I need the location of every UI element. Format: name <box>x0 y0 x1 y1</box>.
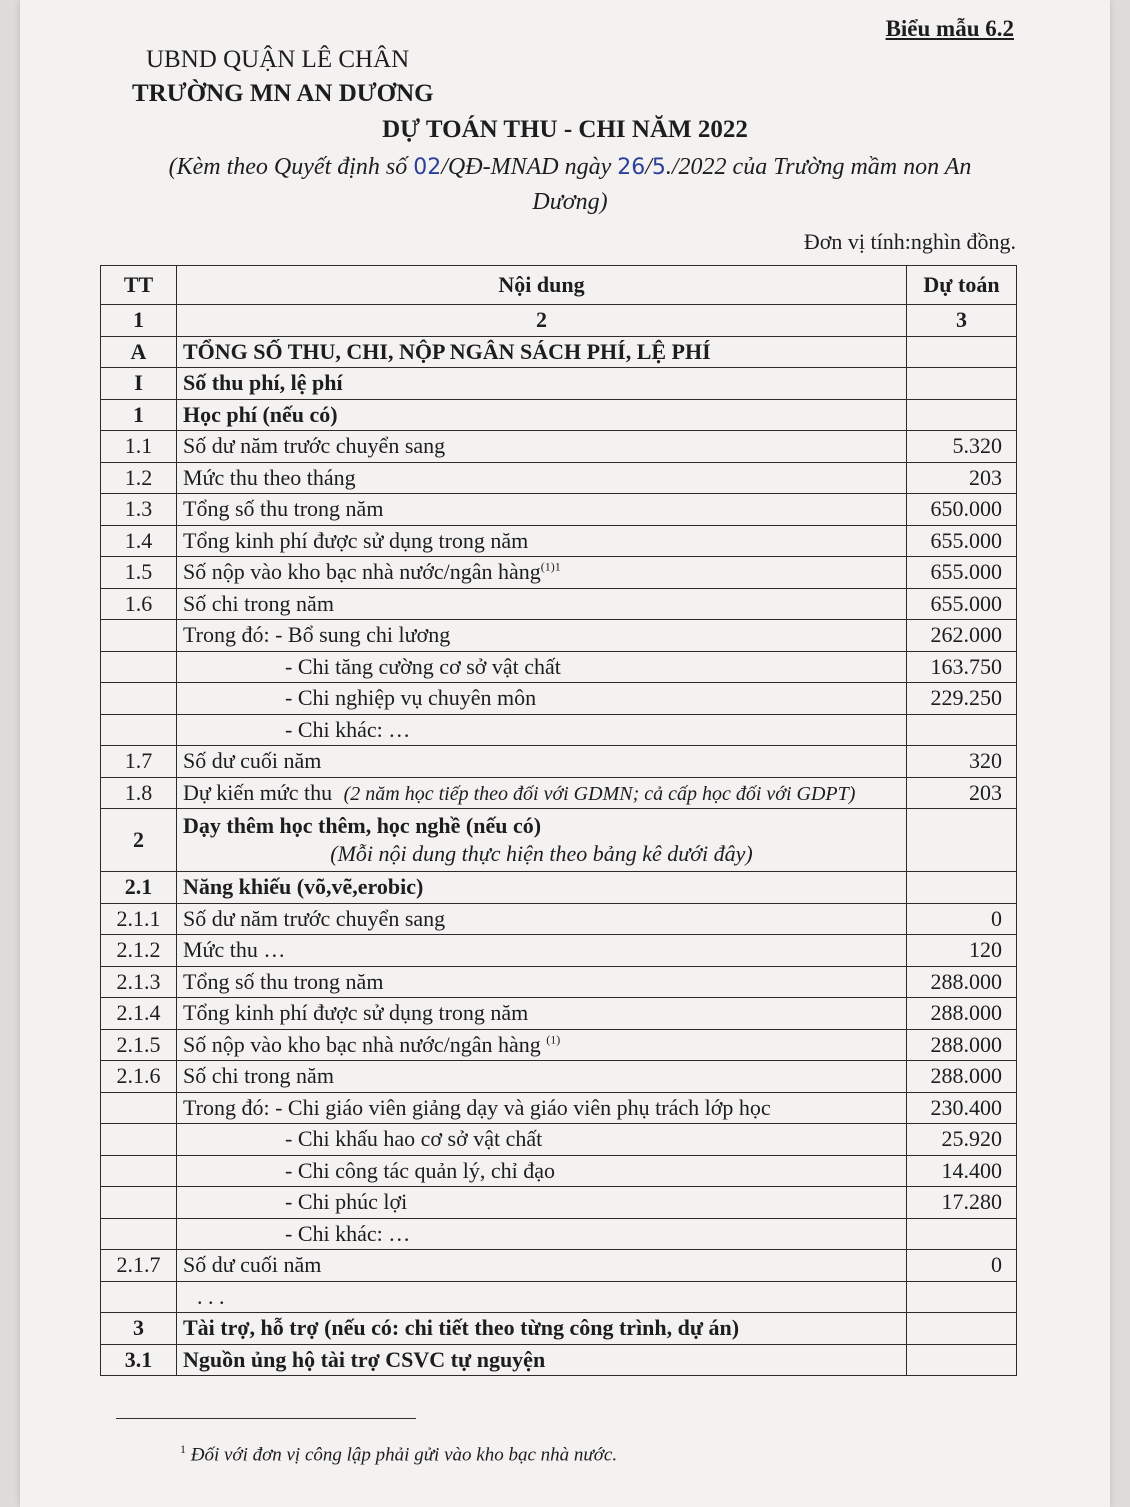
row-amount: 655.000 <box>907 525 1017 557</box>
row-tt: 2.1.2 <box>101 935 177 967</box>
table-row <box>101 1281 1017 1313</box>
document-subtitle <box>130 150 1010 219</box>
form-label: Biểu mẫu 6.2 <box>885 16 1014 41</box>
row-tt: I <box>101 368 177 400</box>
table-row <box>101 903 1017 935</box>
row-tt <box>101 620 177 652</box>
row-content <box>177 809 907 872</box>
table-row <box>101 1218 1017 1250</box>
row-tt: 1.5 <box>101 557 177 589</box>
row-amount: 655.000 <box>907 588 1017 620</box>
row-tt: 2.1 <box>101 872 177 904</box>
row-content <box>177 525 907 557</box>
row-tt <box>101 1218 177 1250</box>
row-amount: 655.000 <box>907 557 1017 589</box>
row-content-text: Năng khiếu (võ,vẽ,erobic) <box>183 874 424 900</box>
row-tt: 2.1.1 <box>101 903 177 935</box>
row-tt <box>101 683 177 715</box>
row-content-text: Dự kiến mức thu <box>183 779 333 805</box>
table-number-row <box>101 305 1017 337</box>
row-content <box>177 746 907 778</box>
row-tt: 1.7 <box>101 746 177 778</box>
colnum-3: 3 <box>907 305 1017 337</box>
row-amount: 288.000 <box>907 966 1017 998</box>
row-tt <box>101 1187 177 1219</box>
row-amount: 17.280 <box>907 1187 1017 1219</box>
row-tt: 1.3 <box>101 494 177 526</box>
table-row <box>101 1313 1017 1345</box>
row-content-text: Số chi trong năm <box>183 1063 334 1089</box>
subtitle-prefix: (Kèm theo Quyết định số <box>168 154 414 180</box>
row-tt <box>101 1281 177 1313</box>
table-row <box>101 1092 1017 1124</box>
row-tt: 3 <box>101 1313 177 1345</box>
row-content <box>177 935 907 967</box>
table-row <box>101 368 1017 400</box>
row-content <box>177 903 907 935</box>
row-content <box>177 1124 907 1156</box>
row-amount: 288.000 <box>907 1029 1017 1061</box>
table-row <box>101 494 1017 526</box>
row-content <box>177 1029 907 1061</box>
table-row <box>101 336 1017 368</box>
row-amount: 203 <box>907 462 1017 494</box>
row-content-text: Số nộp vào kho bạc nhà nước/ngân hàng <box>183 1031 547 1057</box>
row-content-text: Số dư năm trước chuyển sang <box>183 905 446 931</box>
table-row <box>101 746 1017 778</box>
row-content <box>177 494 907 526</box>
footnote-text: Đối với đơn vị công lập phải gửi vào kho bạc nhà nước. <box>190 1444 618 1466</box>
row-content <box>177 777 907 809</box>
row-tt: 1.6 <box>101 588 177 620</box>
row-content <box>177 1313 907 1345</box>
row-amount <box>907 809 1017 872</box>
row-amount <box>907 399 1017 431</box>
row-content <box>177 1281 907 1313</box>
row-content <box>177 1061 907 1093</box>
row-tt: 1.8 <box>101 777 177 809</box>
row-content-text: Số dư năm trước chuyển sang <box>183 433 446 459</box>
row-tt <box>101 651 177 683</box>
footnote-ref: (1)1 <box>540 559 561 574</box>
table-row <box>101 651 1017 683</box>
table-row <box>101 998 1017 1030</box>
row-content-text: . . . <box>197 1283 225 1309</box>
row-content <box>177 462 907 494</box>
row-tt: 2.1.4 <box>101 998 177 1030</box>
decision-day: 26 <box>617 155 646 180</box>
row-amount: 0 <box>907 1250 1017 1282</box>
table-row <box>101 1344 1017 1376</box>
row-content-text: Số thu phí, lệ phí <box>183 370 343 396</box>
row-amount: 320 <box>907 746 1017 778</box>
decision-number: 02 <box>413 155 442 180</box>
table-row <box>101 1029 1017 1061</box>
row-tt: 2 <box>101 809 177 872</box>
row-tt: 2.1.3 <box>101 966 177 998</box>
row-amount <box>907 336 1017 368</box>
school-name: TRƯỜNG MN AN DƯƠNG <box>132 80 434 107</box>
row-content <box>177 588 907 620</box>
decision-month: 5 <box>651 155 666 180</box>
row-amount: 229.250 <box>907 683 1017 715</box>
row-content-text: - Chi khác: … <box>285 716 411 742</box>
row-content-text: Số dư cuối năm <box>183 1252 322 1278</box>
row-amount: 230.400 <box>907 1092 1017 1124</box>
row-content <box>177 1092 907 1124</box>
row-amount: 288.000 <box>907 998 1017 1030</box>
row-tt: 2.1.7 <box>101 1250 177 1282</box>
budget-table <box>100 265 1017 1376</box>
row-content <box>177 872 907 904</box>
row-tt: 1.1 <box>101 431 177 463</box>
table-header-row <box>101 266 1017 305</box>
table-row <box>101 683 1017 715</box>
row-content <box>177 557 907 589</box>
row-tt: 1.4 <box>101 525 177 557</box>
row-content-text: Học phí (nếu có) <box>183 401 338 427</box>
row-content-text: Mức thu … <box>183 937 286 963</box>
footnote-divider <box>116 1418 416 1419</box>
footnote-ref: (1) <box>546 1032 561 1047</box>
table-row <box>101 620 1017 652</box>
row-content-text: - Chi khấu hao cơ sở vật chất <box>285 1126 543 1152</box>
colnum-1: 1 <box>101 305 177 337</box>
row-content-text: Trong đó: - Chi giáo viên giảng dạy và giáo viên phụ trách lớp học <box>183 1094 771 1120</box>
table-row <box>101 557 1017 589</box>
row-content-text: - Chi khác: … <box>285 1220 411 1246</box>
row-amount: 120 <box>907 935 1017 967</box>
row-content-text: Số dư cuối năm <box>183 748 322 774</box>
row-content-text: - Chi công tác quản lý, chỉ đạo <box>285 1157 556 1183</box>
row-tt <box>101 714 177 746</box>
table-row <box>101 1155 1017 1187</box>
row-content-text: Tổng kinh phí được sử dụng trong năm <box>183 527 529 553</box>
row-tt: 2.1.5 <box>101 1029 177 1061</box>
table-row <box>101 399 1017 431</box>
row-content <box>177 399 907 431</box>
row-content-text: Số nộp vào kho bạc nhà nước/ngân hàng <box>183 559 541 585</box>
table-row <box>101 431 1017 463</box>
row-amount <box>907 368 1017 400</box>
row-content-text: Nguồn ủng hộ tài trợ CSVC tự nguyện <box>183 1346 546 1372</box>
row-tt <box>101 1092 177 1124</box>
table-row <box>101 462 1017 494</box>
table-row <box>101 1250 1017 1282</box>
table-row <box>101 809 1017 872</box>
row-content-text: TỔNG SỐ THU, CHI, NỘP NGÂN SÁCH PHÍ, LỆ PHÍ <box>183 338 711 364</box>
colnum-2: 2 <box>177 305 907 337</box>
row-amount: 25.920 <box>907 1124 1017 1156</box>
date-separator: / <box>645 154 652 180</box>
row-amount <box>907 1281 1017 1313</box>
table-row <box>101 525 1017 557</box>
header-content: Nội dung <box>177 266 907 305</box>
row-amount <box>907 1218 1017 1250</box>
footnote-marker: 1 <box>180 1442 186 1456</box>
document-page <box>20 0 1110 1507</box>
unit-label: Đơn vị tính:nghìn đồng. <box>803 229 1016 254</box>
row-content <box>177 714 907 746</box>
row-amount: 14.400 <box>907 1155 1017 1187</box>
row-amount: 163.750 <box>907 651 1017 683</box>
row-content <box>177 1187 907 1219</box>
row-tt: 2.1.6 <box>101 1061 177 1093</box>
row-content-text: - Chi nghiệp vụ chuyên môn <box>285 685 537 711</box>
row-content-text: Tổng số thu trong năm <box>183 968 384 994</box>
row-content <box>177 651 907 683</box>
table-row <box>101 935 1017 967</box>
row-content <box>177 620 907 652</box>
row-content <box>177 1218 907 1250</box>
table-row <box>101 872 1017 904</box>
row-amount <box>907 1313 1017 1345</box>
table-row <box>101 1124 1017 1156</box>
row-content <box>177 966 907 998</box>
row-amount: 0 <box>907 903 1017 935</box>
document-title: DỰ TOÁN THU - CHI NĂM 2022 <box>382 116 748 143</box>
row-content-text: Mức thu theo tháng <box>183 464 356 490</box>
table-row <box>101 966 1017 998</box>
row-amount: 262.000 <box>907 620 1017 652</box>
row-note: (2 năm học tiếp theo đối với GDMN; cả cấp học đối với GDPT) <box>343 782 856 805</box>
row-content <box>177 431 907 463</box>
row-amount <box>907 714 1017 746</box>
row-amount <box>907 1344 1017 1376</box>
row-content <box>177 1344 907 1376</box>
row-content-text: Tài trợ, hỗ trợ (nếu có: chi tiết theo từng công trình, dự án) <box>183 1315 740 1341</box>
row-amount: 650.000 <box>907 494 1017 526</box>
row-content-text: Tổng số thu trong năm <box>183 496 384 522</box>
row-tt <box>101 1124 177 1156</box>
subtitle-suffix: ./2022 của Trường mầm non An Dương) <box>532 154 972 215</box>
row-tt: 1.2 <box>101 462 177 494</box>
row-note: (Mỗi nội dung thực hiện theo bảng kê dưới đây) <box>330 841 753 866</box>
header-amount: Dự toán <box>907 266 1017 305</box>
footnote <box>180 1442 617 1466</box>
table-row <box>101 1187 1017 1219</box>
row-content <box>177 368 907 400</box>
row-content <box>177 683 907 715</box>
row-amount: 203 <box>907 777 1017 809</box>
row-content <box>177 1155 907 1187</box>
row-amount <box>907 872 1017 904</box>
header-tt: TT <box>101 266 177 305</box>
row-content-text: - Chi phúc lợi <box>285 1189 408 1215</box>
row-amount: 5.320 <box>907 431 1017 463</box>
table-row <box>101 714 1017 746</box>
table-row <box>101 1061 1017 1093</box>
row-content-text: Tổng kinh phí được sử dụng trong năm <box>183 1000 529 1026</box>
row-content <box>177 336 907 368</box>
subtitle-middle: /QĐ-MNAD ngày <box>441 154 618 180</box>
row-content-text: Dạy thêm học thêm, học nghề (nếu có) <box>183 813 542 838</box>
row-tt: 3.1 <box>101 1344 177 1376</box>
row-tt: A <box>101 336 177 368</box>
table-row <box>101 588 1017 620</box>
row-content <box>177 998 907 1030</box>
row-tt: 1 <box>101 399 177 431</box>
row-amount: 288.000 <box>907 1061 1017 1093</box>
row-content-text: Trong đó: - Bổ sung chi lương <box>183 622 451 648</box>
table-row <box>101 777 1017 809</box>
row-tt <box>101 1155 177 1187</box>
row-content-text: Số chi trong năm <box>183 590 334 616</box>
agency-name: UBND QUẬN LÊ CHÂN <box>146 46 410 73</box>
row-content-text: - Chi tăng cường cơ sở vật chất <box>285 653 561 679</box>
row-content <box>177 1250 907 1282</box>
